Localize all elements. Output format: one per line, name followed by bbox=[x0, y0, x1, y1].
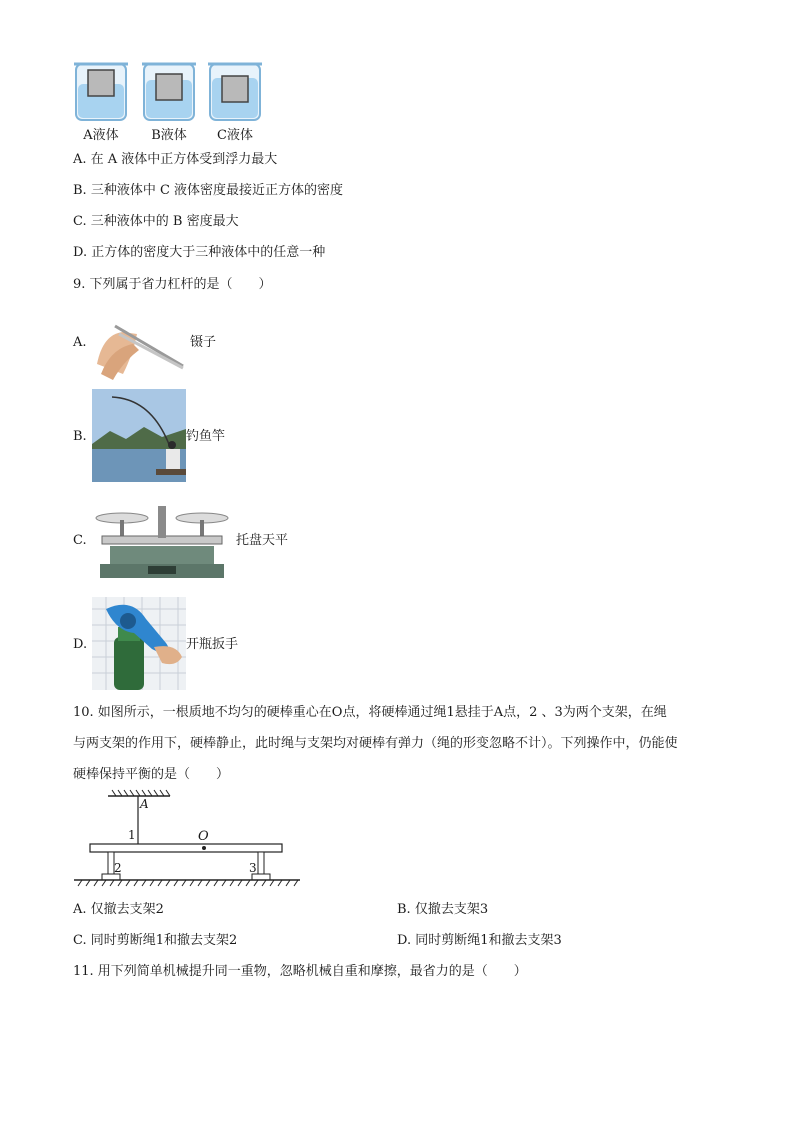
q9-option-c-letter: C. bbox=[73, 533, 87, 548]
q8-option-c: C. 三种液体中的 B 密度最大 bbox=[73, 214, 239, 229]
q11-stem: 11. 用下列简单机械提升同一重物，忽略机械自重和摩擦，最省力的是（ ） bbox=[73, 964, 527, 979]
q8-option-b: B. 三种液体中 C 液体密度最接近正方体的密度 bbox=[73, 183, 344, 198]
q10-option-c: C. 同时剪断绳1和撤去支架2 bbox=[73, 933, 238, 948]
q9-option-b-letter: B. bbox=[73, 429, 87, 444]
support-2-label: 2 bbox=[114, 861, 122, 875]
q8-option-a: A. 在 A 液体中正方体受到浮力最大 bbox=[73, 152, 278, 167]
q9-option-d-letter: D. bbox=[73, 637, 88, 652]
beaker-c bbox=[208, 64, 262, 120]
bottle-opener-photo bbox=[92, 597, 186, 690]
q10-option-a: A. 仅撤去支架2 bbox=[73, 902, 164, 917]
beaker-a-label: A液体 bbox=[83, 128, 119, 143]
balance-scale-photo bbox=[92, 500, 232, 582]
q9-option-d-caption: 开瓶扳手 bbox=[186, 637, 239, 652]
beaker-c-label: C液体 bbox=[217, 128, 253, 143]
lever-diagram bbox=[72, 786, 304, 890]
q9-option-a-letter: A. bbox=[73, 335, 87, 350]
beaker-b bbox=[142, 64, 196, 120]
rope-1-label: 1 bbox=[128, 828, 136, 842]
q9-stem: 9. 下列属于省力杠杆的是（ ） bbox=[73, 277, 272, 292]
q10-stem-line2: 与两支架的作用下，硬棒静止，此时绳与支架均对硬棒有弹力（绳的形变忽略不计）。下列操作中，仍能使 bbox=[73, 736, 678, 751]
support-3-label: 3 bbox=[249, 861, 257, 875]
q9-option-a-caption: 镊子 bbox=[190, 335, 217, 350]
beakers-illustration bbox=[70, 60, 270, 125]
q10-stem-line1: 10. 如图所示，一根质地不均匀的硬棒重心在O点，将硬棒通过绳1悬挂于A点，2 、3为两个支架，在绳 bbox=[73, 705, 667, 720]
beakers-figure bbox=[70, 60, 270, 150]
beaker-a bbox=[74, 64, 128, 120]
tweezers-icon bbox=[93, 304, 185, 382]
q8-option-d: D. 正方体的密度大于三种液体中的任意一种 bbox=[73, 245, 326, 260]
center-o-label: O bbox=[198, 829, 209, 844]
point-a-label: A bbox=[140, 797, 149, 811]
fishing-rod-photo bbox=[92, 389, 186, 482]
q9-option-c-caption: 托盘天平 bbox=[236, 533, 289, 548]
q9-option-b-caption: 钓鱼竿 bbox=[186, 429, 226, 444]
q10-option-b: B. 仅撤去支架3 bbox=[397, 902, 489, 917]
q10-option-d: D. 同时剪断绳1和撤去支架3 bbox=[397, 933, 562, 948]
beaker-b-label: B液体 bbox=[151, 128, 187, 143]
q10-stem-line3: 硬棒保持平衡的是（ ） bbox=[73, 767, 230, 782]
